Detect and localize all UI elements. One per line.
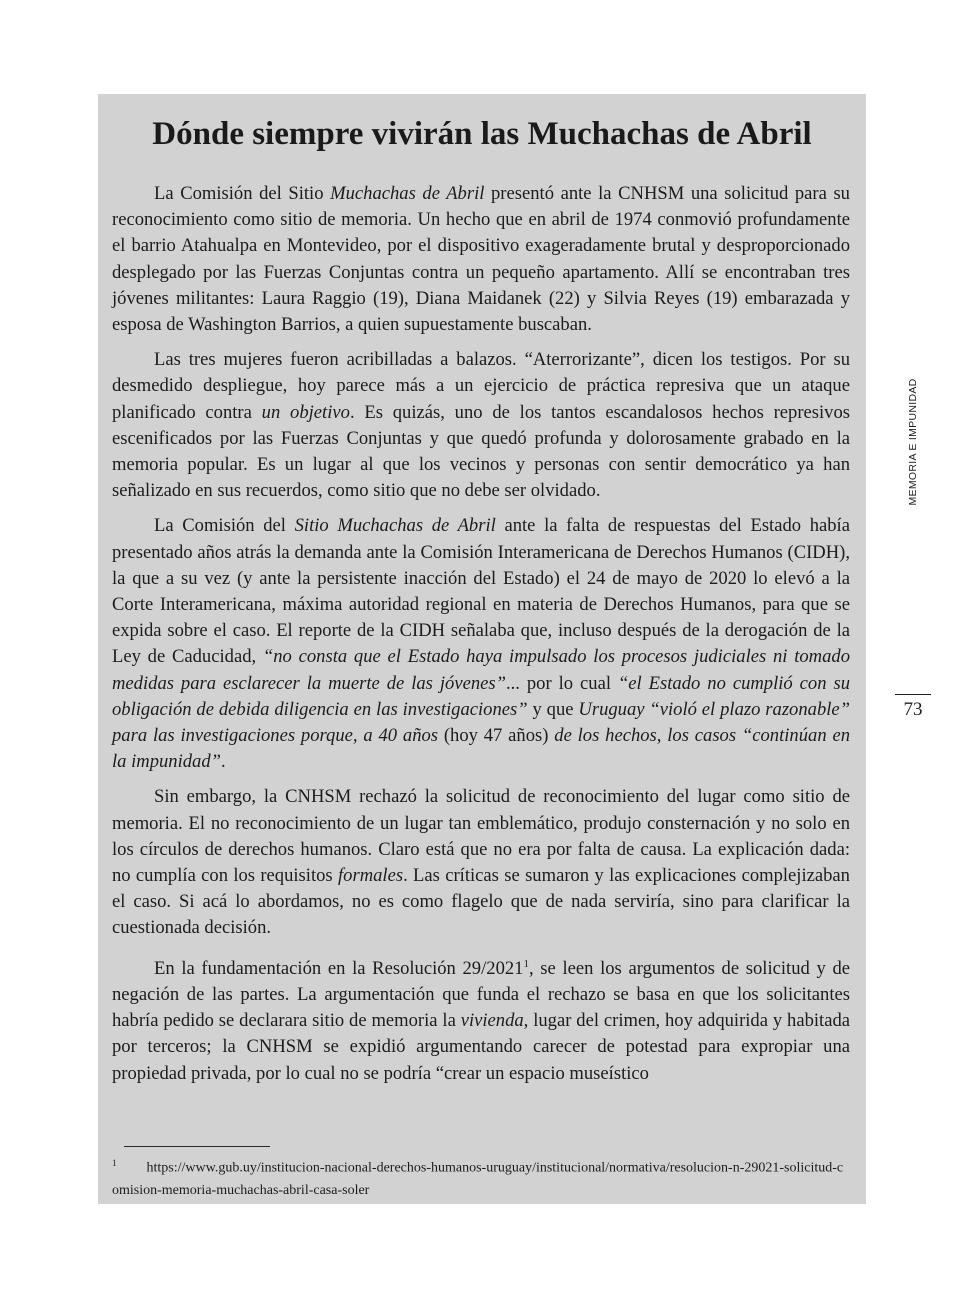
- paragraph-text: presentó ante la CNHSM una solicitud para su reconocimiento como sitio de memoria. Un hecho que en abril de 1974 conmovió profundamente el barrio Atahualpa en Montevideo, por el dispositivo exageradamente brutal y desproporcionado desplegado por las Fuerzas Conjuntas contra un pequeño apartamento. Allí se encontraban tres jóvenes militantes: Laura Raggio (19), Diana Maidanek (22) y Silvia Reyes (19) embarazada y esposa de Washington Barrios, a quien supuestamente buscaban.: [112, 183, 850, 336]
- footnote-link[interactable]: https://www.gub.uy/institucion-nacional-derechos-humanos-uruguay/institucional/normativa/resolucion-n-29021-solicitud-comision-memoria-muchachas-abril-casa-soler: [112, 1160, 844, 1198]
- paragraph-text: ... por lo cual: [505, 672, 618, 694]
- paragraph-italic: un objetivo: [261, 401, 350, 423]
- footnote-reference: 1: [523, 957, 529, 970]
- paragraph-2: [112, 347, 850, 504]
- paragraph-text: Las tres mujeres fueron acribilladas a balazos. “Aterrorizante”, dicen los testigos. Por su desmedido despliegue, hoy parece más a un ejercicio de práctica represiva que un ataque planificado contra: [112, 349, 850, 423]
- paragraph-text: La Comisión del: [154, 515, 295, 537]
- paragraph-italic: Muchachas de Abril: [330, 183, 485, 204]
- paragraph-text: , se leen los argumentos de solicitud y de negación de las partes. La argumentación que funda el rechazo se basa en que los solicitantes habría pedido se declarara sitio de memoria la: [112, 957, 850, 1032]
- article-body: [112, 181, 850, 1096]
- article-box: [98, 94, 866, 1204]
- paragraph-italic: formales: [338, 865, 404, 887]
- footnote-divider: [124, 1146, 270, 1147]
- paragraph-text: ante la falta de respuestas del Estado había presentado años atrás la demanda ante la Comisión Interamericana de Derechos Humanos (CIDH), la que a su vez (y ante la persistente inacción del Estado) el 24 de mayo de 2020 lo elevó a la Corte Interamericana, máxima autoridad regional en materia de Derechos Humanos, para que se expida sobre el caso. El reporte de la CIDH señalaba que, incluso después de la derogación de la Ley de Caducidad,: [112, 515, 850, 668]
- paragraph-1: [112, 181, 850, 338]
- paragraph-italic: Sitio Muchachas de Abril: [294, 515, 496, 537]
- paragraph-italic: vivienda,: [460, 1010, 529, 1032]
- paragraph-4: [112, 784, 850, 941]
- footnote-marker: 1: [112, 1158, 117, 1168]
- paragraph-text: (hoy 47 años): [438, 725, 555, 747]
- running-header-label: MEMORIA E IMPUNIDAD: [907, 378, 919, 506]
- paragraph-italic: de los hechos, los casos “continúan en la impunidad”: [112, 725, 850, 773]
- paragraph-text: En la fundamentación en la Resolución 29/2021: [154, 957, 524, 979]
- page-number: 73: [903, 699, 923, 720]
- paragraph-text: Sin embargo, la CNHSM rechazó la solicitud de reconocimiento del lugar como sitio de memoria. El no reconocimiento de un lugar tan emblemático, produjo consternación y no solo en los círculos de derechos humanos. Claro está que no era por falta de causa. La explicación dada: no cumplía con los requisitos: [112, 786, 850, 887]
- paragraph-text: . Es quizás, uno de los tantos escandalosos hechos represivos escenificados por las Fuerzas Conjuntas y que quedó profunda y dolorosamente grabado en la memoria popular. Es un lugar al que los vecinos y personas con sentir democrático ya han señalizado en sus recuerdos, como sitio que no debe ser olvidado.: [112, 401, 851, 502]
- paragraph-text: y que: [527, 698, 579, 720]
- paragraph-italic: “el Estado no cumplió con su obligación de debida diligencia en las investigaciones”: [112, 672, 851, 720]
- paragraph-5: [112, 951, 850, 1087]
- running-header: [904, 367, 922, 517]
- paragraph-3: [112, 513, 850, 775]
- paragraph-text: lugar del crimen, hoy adquirida y habitada por terceros; la CNHSM se expidió argumentando carecer de potestad para expropiar una propiedad privada, por lo cual no se podría “crear un espacio museístico: [112, 1010, 850, 1084]
- paragraph-text: . Las críticas se sumaron y las explicaciones complejizaban el caso. Si acá lo abordamos, no es como flagelo que de nada serviría, sino para clarificar la cuestionada decisión.: [112, 865, 850, 939]
- page-number-rule: [895, 694, 931, 695]
- paragraph-text: .: [221, 751, 226, 773]
- paragraph-italic: “no consta que el Estado haya impulsado los procesos judiciales ni tomado medidas para esclarecer la muerte de las jóvenes”: [112, 646, 850, 694]
- paragraph-italic: Uruguay “violó el plazo razonable” para las investigaciones porque, a 40 años: [112, 698, 851, 747]
- article-title: Dónde siempre vivirán las Muchachas de Abril: [152, 116, 812, 152]
- paragraph-text: La Comisión del Sitio: [154, 183, 331, 204]
- footnote: [112, 1152, 850, 1202]
